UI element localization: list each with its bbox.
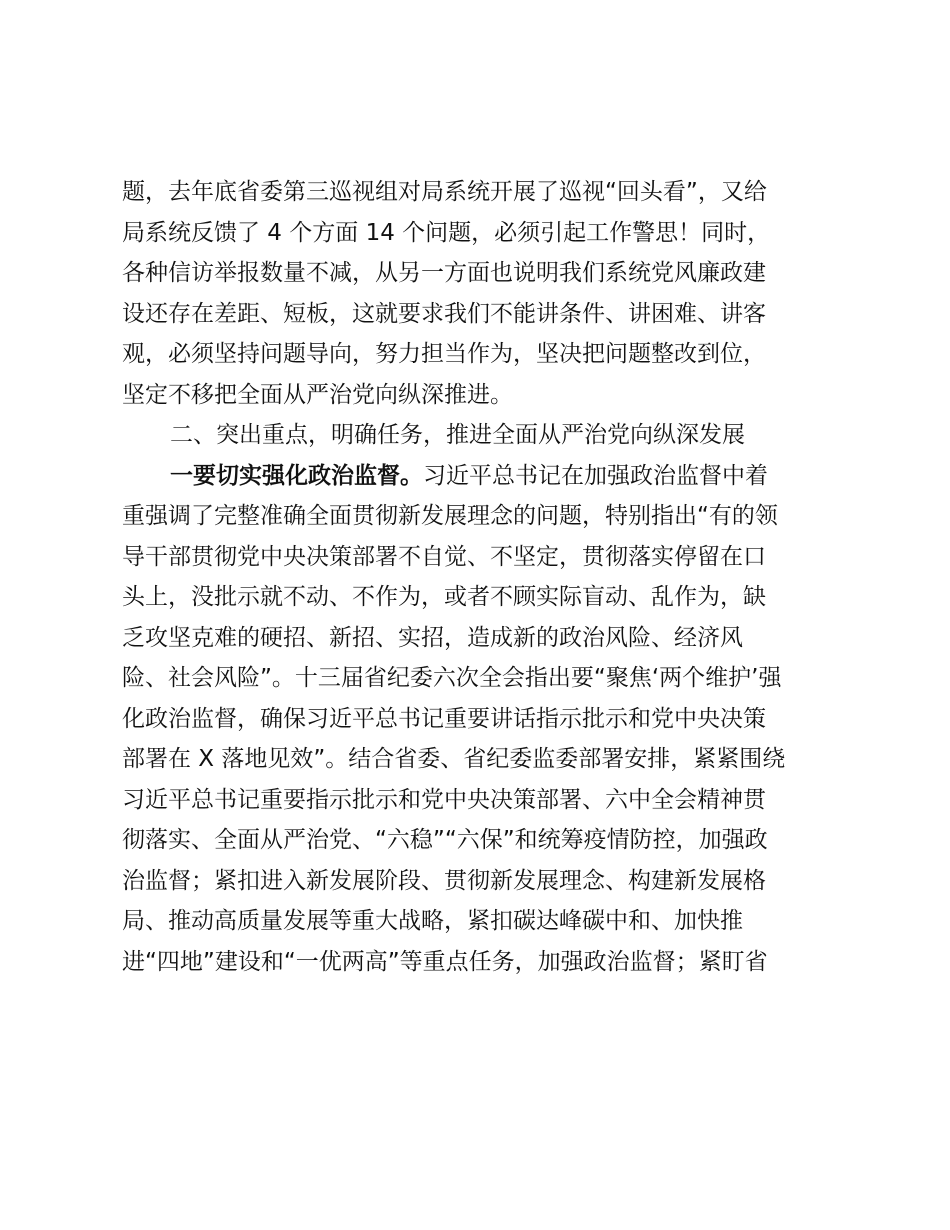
text-line-with-lead bbox=[122, 456, 834, 497]
paragraph-text: 习近平总书记在加强政治监督中着 bbox=[423, 462, 768, 489]
text-line: 导干部贯彻党中央决策部署不自觉、不坚定，贯彻落实停留在口 bbox=[122, 543, 766, 570]
body-text bbox=[122, 172, 834, 982]
text-line: 局系统反馈了 4 个方面 14 个问题，必须引起工作警思！同时， bbox=[122, 219, 771, 246]
section-heading: 二、突出重点，明确任务，推进全面从严治党向纵深发展 bbox=[170, 422, 745, 448]
text-line: 进“四地”建设和“一优两高”等重点任务，加强政治监督；紧盯省 bbox=[122, 948, 768, 975]
text-line: 局、推动高质量发展等重大战略，紧扣碳达峰碳中和、加快推 bbox=[122, 908, 743, 934]
paragraph-lead: 一要切实强化政治监督。 bbox=[170, 462, 423, 489]
text-line: 设还存在差距、短板，这就要求我们不能讲条件、讲困难、讲客 bbox=[122, 300, 766, 327]
text-line: 部署在 X 落地见效”。结合省委、省纪委监委部署安排，紧紧围绕 bbox=[122, 746, 786, 772]
text-line: 观，必须坚持问题导向，努力担当作为，坚决把问题整改到位， bbox=[122, 341, 766, 367]
text-line: 题，去年底省委第三巡视组对局系统开展了巡视“回头看”，又给 bbox=[122, 179, 767, 205]
text-line: 头上，没批示就不动、不作为，或者不顾实际盲动、乱作为，缺 bbox=[122, 584, 766, 610]
text-line: 各种信访举报数量不减，从另一方面也说明我们系统党风廉政建 bbox=[122, 260, 766, 286]
text-line: 重强调了完整准确全面贯彻新发展理念的问题，特别指出“有的领 bbox=[122, 503, 778, 529]
text-line: 险、社会风险”。十三届省纪委六次全会指出要“聚焦‘两个维护’强 bbox=[122, 665, 782, 691]
text-line: 乏攻坚克难的硬招、新招、实招，造成新的政治风险、经济风 bbox=[122, 624, 743, 651]
text-line: 坚定不移把全面从严治党向纵深推进。 bbox=[122, 381, 513, 408]
text-line: 彻落实、全面从严治党、“六稳”“六保”和统筹疫情防控，加强政 bbox=[122, 827, 768, 853]
text-line: 化政治监督，确保习近平总书记重要讲话指示批示和党中央决策 bbox=[122, 705, 766, 732]
text-line: 治监督；紧扣进入新发展阶段、贯彻新发展理念、构建新发展格 bbox=[122, 867, 766, 894]
text-line: 习近平总书记重要指示批示和党中央决策部署、六中全会精神贯 bbox=[122, 786, 766, 813]
